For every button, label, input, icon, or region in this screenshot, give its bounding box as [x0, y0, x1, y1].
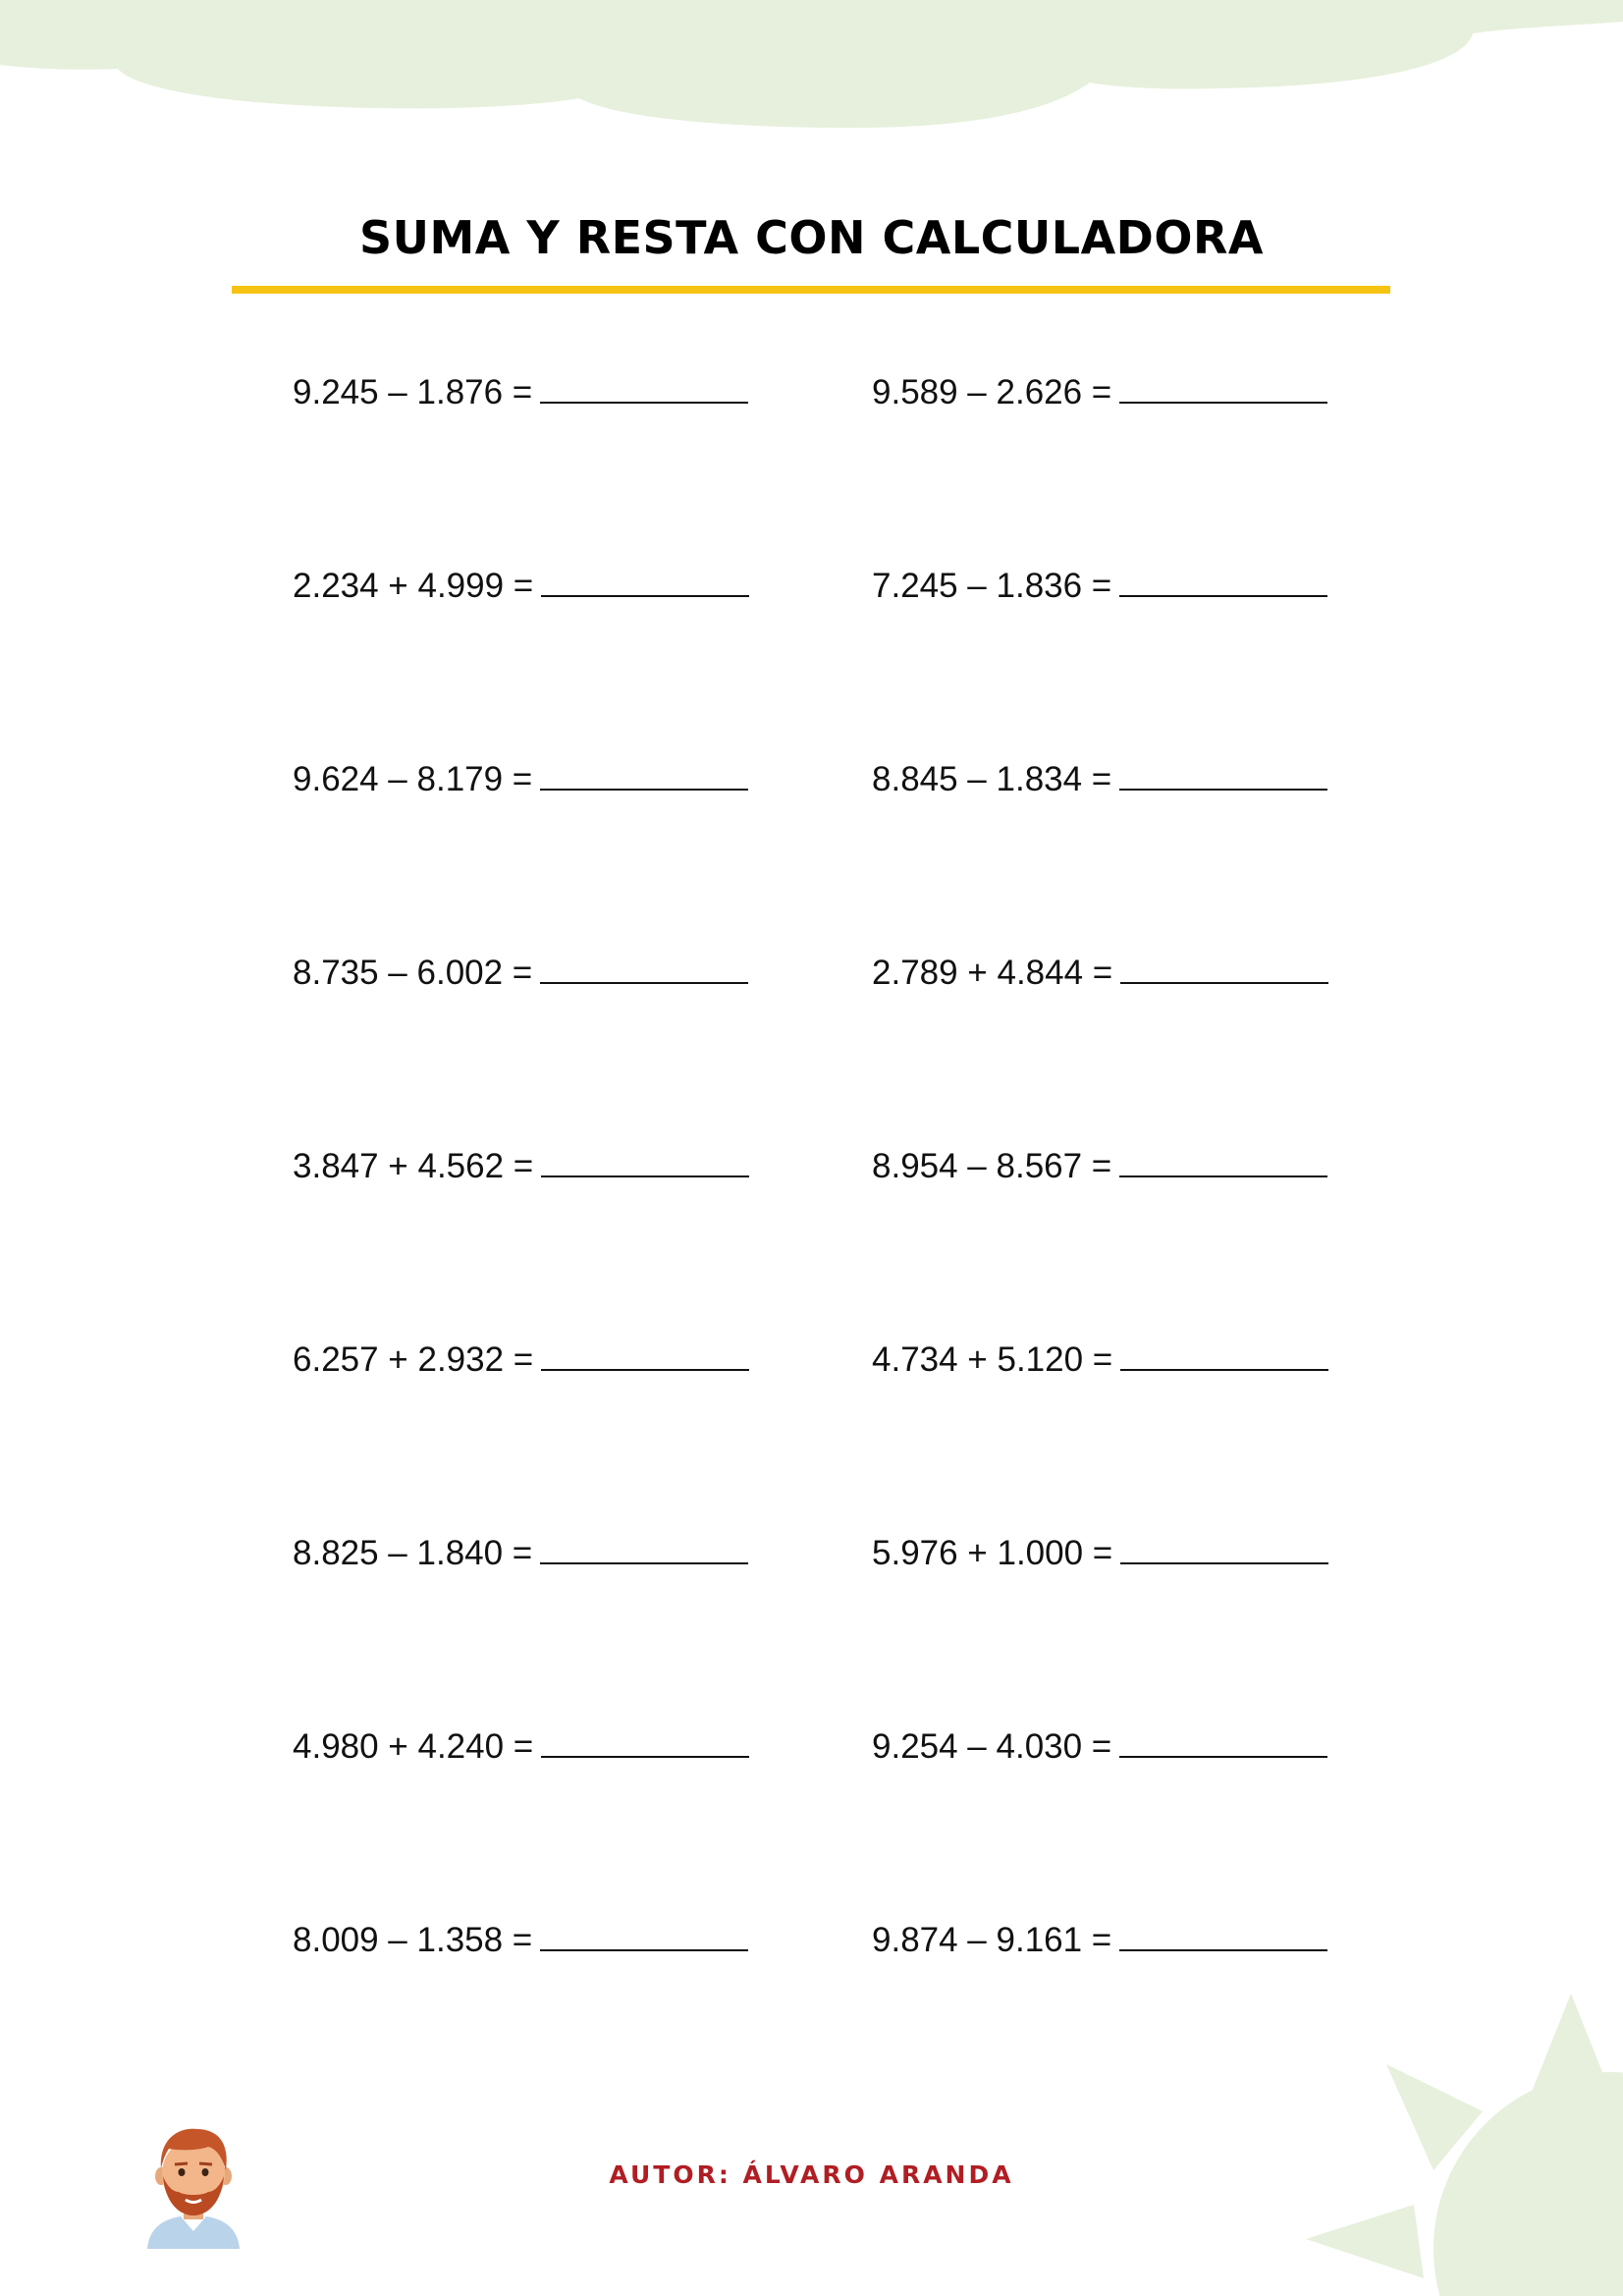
exercise-text: 8.735 – 6.002 =: [293, 954, 533, 992]
exercise-text: 8.845 – 1.834 =: [872, 760, 1112, 798]
author-credit: AUTOR: ÁLVARO ARANDA: [609, 2160, 1014, 2189]
answer-blank[interactable]: [540, 1529, 748, 1564]
exercise-item: [293, 1713, 872, 1906]
exercise-text: 9.624 – 8.179 =: [293, 760, 533, 798]
exercise-text: 7.245 – 1.836 =: [872, 567, 1112, 605]
cloud-decoration: [0, 0, 1623, 128]
exercise-item: [293, 1906, 872, 2100]
sun-ray-shape: [1306, 2205, 1424, 2278]
exercise-item: [872, 1519, 1382, 1713]
exercise-text: 8.954 – 8.567 =: [872, 1147, 1112, 1185]
exercise-text: 5.976 + 1.000 =: [872, 1534, 1113, 1572]
answer-blank[interactable]: [541, 1336, 749, 1371]
exercise-item: [872, 745, 1382, 939]
exercise-item: [293, 552, 872, 745]
answer-blank[interactable]: [540, 368, 748, 404]
exercise-text: 9.245 – 1.876 =: [293, 373, 533, 411]
answer-blank[interactable]: [1119, 755, 1327, 791]
exercise-item: [872, 552, 1382, 745]
exercise-item: [872, 358, 1382, 552]
answer-blank[interactable]: [541, 1722, 749, 1758]
answer-blank[interactable]: [540, 755, 748, 791]
exercise-text: 9.874 – 9.161 =: [872, 1921, 1112, 1959]
exercise-text: 6.257 + 2.932 =: [293, 1340, 534, 1379]
answer-blank[interactable]: [1119, 1722, 1327, 1758]
exercise-text: 9.589 – 2.626 =: [872, 373, 1112, 411]
exercise-text: 2.234 + 4.999 =: [293, 567, 534, 605]
answer-blank[interactable]: [1119, 1916, 1327, 1951]
exercise-text: 8.009 – 1.358 =: [293, 1921, 533, 1959]
exercise-text: 4.734 + 5.120 =: [872, 1340, 1113, 1379]
exercise-text: 9.254 – 4.030 =: [872, 1727, 1112, 1766]
exercise-item: [872, 1906, 1382, 2100]
exercise-item: [293, 1132, 872, 1326]
exercise-text: 4.980 + 4.240 =: [293, 1727, 534, 1766]
answer-blank[interactable]: [1120, 1529, 1328, 1564]
exercise-text: 2.789 + 4.844 =: [872, 954, 1113, 992]
exercise-item: [293, 358, 872, 552]
answer-blank[interactable]: [1119, 368, 1327, 404]
exercise-item: [293, 1519, 872, 1713]
answer-blank[interactable]: [1120, 1336, 1328, 1371]
answer-blank[interactable]: [1119, 562, 1327, 597]
exercise-item: [872, 1713, 1382, 1906]
exercise-item: [872, 939, 1382, 1132]
answer-blank[interactable]: [1120, 949, 1328, 984]
exercise-text: 8.825 – 1.840 =: [293, 1534, 533, 1572]
page-title: SUMA Y RESTA CON CALCULADORA: [359, 211, 1264, 264]
answer-blank[interactable]: [540, 949, 748, 984]
answer-blank[interactable]: [540, 1916, 748, 1951]
title-underline: [232, 286, 1390, 294]
exercise-item: [293, 745, 872, 939]
answer-blank[interactable]: [541, 562, 749, 597]
answer-blank[interactable]: [541, 1142, 749, 1177]
exercise-text: 3.847 + 4.562 =: [293, 1147, 534, 1185]
exercise-grid: [293, 358, 1382, 2100]
answer-blank[interactable]: [1119, 1142, 1327, 1177]
exercise-item: [293, 1326, 872, 1519]
exercise-item: [293, 939, 872, 1132]
exercise-item: [872, 1132, 1382, 1326]
sun-ray-shape: [1532, 1994, 1610, 2092]
exercise-item: [872, 1326, 1382, 1519]
